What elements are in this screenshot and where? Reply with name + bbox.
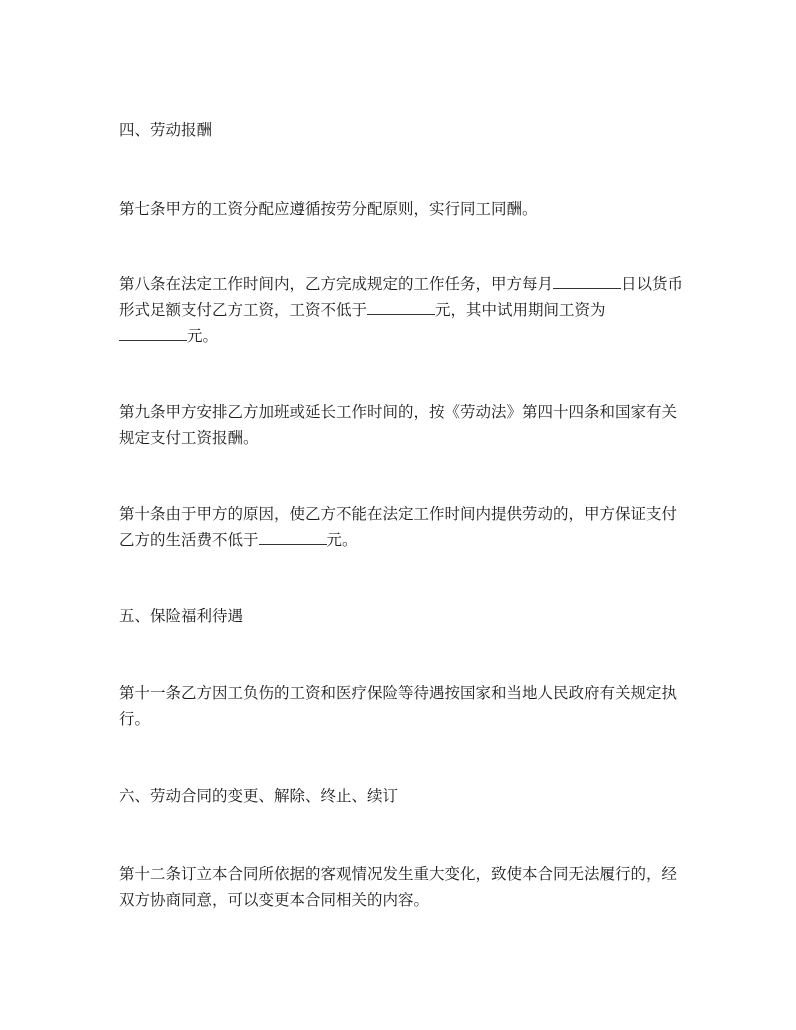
section-heading-insurance-welfare: 五、保险福利待遇 [119,607,244,625]
article-8 [119,271,684,349]
fill-blank-min-wage[interactable] [367,299,435,315]
article-8-text-2: 日以货币形式足额支付乙方工资，工资不低于 [119,275,684,319]
section-heading-contract-changes: 六、劳动合同的变更、解除、终止、续订 [119,787,399,805]
fill-blank-payday[interactable] [553,273,621,289]
article-11: 第十一条乙方因工负伤的工资和医疗保险等待遇按国家和当地人民政府有关规定执行。 [119,684,678,728]
article-10-text-1: 第十条由于甲方的原因，使乙方不能在法定工作时间内提供劳动的，甲方保证支付乙方的生活费不低于 [119,505,678,549]
article-12: 第十二条订立本合同所依据的客观情况发生重大变化，致使本合同无法履行的，经双方协商同意，可以变更本合同相关的内容。 [119,865,678,909]
article-9: 第九条甲方安排乙方加班或延长工作时间的，按《劳动法》第四十四条和国家有关规定支付工资报酬。 [119,403,678,447]
article-7: 第七条甲方的工资分配应遵循按劳分配原则，实行同工同酬。 [119,200,538,218]
article-8-text-3: 元，其中试用期间工资为 [435,301,606,319]
section-heading-labor-remuneration: 四、劳动报酬 [119,121,213,139]
fill-blank-living-allowance[interactable] [259,529,327,545]
article-10-text-2: 元。 [326,531,358,549]
article-8-text-1: 第八条在法定工作时间内，乙方完成规定的工作任务，甲方每月 [119,275,554,293]
article-8-text-4: 元。 [187,327,219,345]
fill-blank-probation-wage[interactable] [119,325,187,341]
article-10 [119,501,684,553]
